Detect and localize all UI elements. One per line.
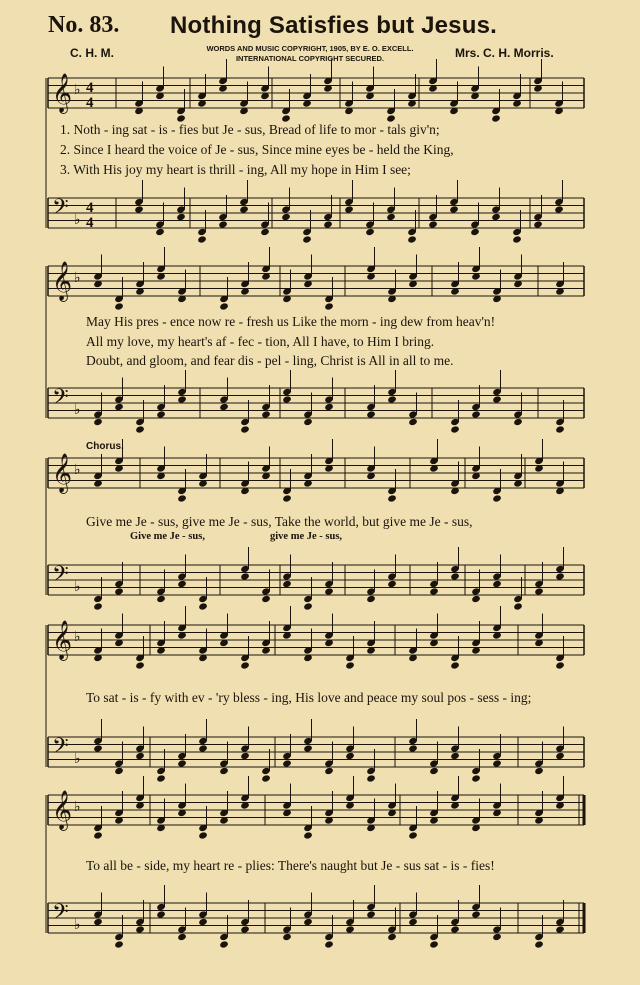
note-head [240,572,250,580]
bass-clef-icon: 𝄢 [52,195,69,225]
chorus-label: Chorus. [86,441,124,452]
note-head [408,918,418,926]
note-head [177,933,187,941]
composer-initials: C. H. M. [70,46,114,60]
note-head [155,228,165,236]
chorus-line-2: To sat - is - fy with ev - 'ry bless - ing, His love and peace my soul pos - sess - ing; [86,690,532,705]
note-head [261,595,271,603]
note-head [324,587,334,595]
note-head [428,220,438,228]
note-head [344,205,354,213]
note-head [555,752,565,760]
note-head [177,580,187,588]
note-head [365,228,375,236]
note-head [219,767,229,775]
note-head [534,767,544,775]
flat-sign-icon: ♭ [74,751,81,767]
note-head [282,580,292,588]
note-head [492,580,502,588]
flat-sign-icon: ♭ [74,917,81,933]
note-head [555,572,565,580]
note-head [534,587,544,595]
note-head [408,744,418,752]
note-head [282,759,292,767]
note-head [260,228,270,236]
note-head [555,425,565,433]
note-head [471,410,481,418]
note-head [429,940,439,948]
note-head [156,595,166,603]
note-head [492,759,502,767]
note-head [324,403,334,411]
note-head [512,235,522,243]
bass-clef-icon: 𝄢 [52,734,69,764]
author-credit: Mrs. C. H. Morris. [455,46,554,60]
note-head [177,759,187,767]
chorus-line-1: Give me Je - sus, give me Je - sus, Take the world, but give me Je - sus, [86,514,473,529]
verse-3-line-2: Doubt, and gloom, and fear dis - pel - ling, Christ is All in all to me. [86,353,454,368]
note-head [450,572,460,580]
note-head [366,595,376,603]
bass-cue-1: Give me Je - sus, [130,531,205,542]
flat-sign-icon: ♭ [74,579,81,595]
note-head [407,235,417,243]
note-head [135,925,145,933]
note-head [470,228,480,236]
note-head [555,925,565,933]
note-head [218,220,228,228]
note-head [471,595,481,603]
verse-2-line-2: All my love, my heart's af - fec - tion, All I have, to Him I bring. [86,334,435,349]
note-head [134,205,144,213]
note-head [387,395,397,403]
note-head [135,661,145,669]
note-head [324,767,334,775]
note-head [177,395,187,403]
note-head [492,494,502,502]
note-head [491,213,501,221]
copyright-line-2: INTERNATIONAL COPYRIGHT SECURED. [235,54,385,63]
treble-clef-icon: 𝄞 [52,453,73,493]
note-head [450,752,460,760]
note-head [240,661,250,669]
note-head [197,235,207,243]
note-head [93,918,103,926]
note-head [198,744,208,752]
verse-2-line-1: 2. Since I heard the voice of Je - sus, Since mine eyes be - held the King, [60,142,454,157]
note-head [240,752,250,760]
note-head [282,933,292,941]
note-head [282,395,292,403]
note-head [114,302,124,310]
note-head [93,418,103,426]
note-head [513,602,523,610]
chorus-line-3: To all be - side, my heart re - plies: There's naught but Je - sus sat - is - fies! [86,858,495,873]
note-head [240,425,250,433]
note-head [345,752,355,760]
note-head [198,831,208,839]
bass-clef-icon: 𝄢 [52,385,69,415]
note-head [176,213,186,221]
note-head [303,831,313,839]
note-head [135,752,145,760]
treble-clef-icon: 𝄞 [52,620,73,660]
note-head [324,940,334,948]
note-head [135,425,145,433]
note-head [303,602,313,610]
flat-sign-icon: ♭ [74,629,81,645]
time-signature-top: 4 [86,80,94,96]
flat-sign-icon: ♭ [74,462,81,478]
treble-clef-icon: 𝄞 [52,790,73,830]
note-head [303,918,313,926]
note-head [177,494,187,502]
note-head [366,910,376,918]
note-head [261,410,271,418]
note-head [93,831,103,839]
treble-clef-icon: 𝄞 [52,73,73,113]
flat-sign-icon: ♭ [74,212,81,228]
note-head [219,940,229,948]
flat-sign-icon: ♭ [74,270,81,286]
treble-clef-icon: 𝄞 [52,261,73,301]
note-head [429,587,439,595]
note-head [471,774,481,782]
time-signature-top: 4 [86,200,94,216]
note-head [156,774,166,782]
note-head [198,918,208,926]
note-head [408,831,418,839]
note-head [533,220,543,228]
note-head [303,744,313,752]
note-head [93,602,103,610]
note-head [261,774,271,782]
bass-cue-2: give me Je - sus, [270,531,343,542]
note-head [366,774,376,782]
note-head [492,395,502,403]
note-head [219,403,229,411]
note-head [408,418,418,426]
verse-1-line-1: 1. Noth - ing sat - is - fies but Je - sus, Bread of life to mor - tals giv'n; [60,122,440,137]
time-signature-bottom: 4 [86,215,94,231]
bass-clef-icon: 𝄢 [52,900,69,930]
note-head [156,910,166,918]
note-head [323,220,333,228]
note-head [387,494,397,502]
note-head [93,744,103,752]
note-head [450,925,460,933]
note-head [449,205,459,213]
note-head [282,494,292,502]
note-head [240,925,250,933]
note-head [114,940,124,948]
note-head [303,418,313,426]
note-head [281,213,291,221]
flat-sign-icon: ♭ [74,799,81,815]
note-head [513,418,523,426]
hymn-number: No. 83. [48,12,120,38]
note-head [471,910,481,918]
note-head [302,235,312,243]
verse-1-line-2: May His pres - ence now re - fresh us Like the morn - ing dew from heav'n! [86,314,496,329]
verse-3-line-1: 3. With His joy my heart is thrill - ing, All my hope in Him I see; [60,162,411,177]
note-head [450,425,460,433]
note-head [324,302,334,310]
flat-sign-icon: ♭ [74,402,81,418]
hymn-title: Nothing Satisfies but Jesus. [170,12,497,39]
note-head [387,933,397,941]
note-head [555,661,565,669]
bass-clef-icon: 𝄢 [52,562,69,592]
note-head [198,602,208,610]
note-head [429,767,439,775]
note-head [219,302,229,310]
note-head [156,410,166,418]
note-head [492,933,502,941]
note-head [386,213,396,221]
note-head [345,925,355,933]
note-head [534,940,544,948]
note-head [366,410,376,418]
note-head [114,767,124,775]
flat-sign-icon: ♭ [74,82,81,98]
note-head [345,661,355,669]
time-signature-bottom: 4 [86,95,94,111]
note-head [114,587,124,595]
note-head [239,205,249,213]
note-head [114,403,124,411]
copyright-line-1: WORDS AND MUSIC COPYRIGHT, 1905, BY E. O. EXCELL. [206,44,414,53]
note-head [554,205,564,213]
note-head [450,661,460,669]
note-head [387,580,397,588]
